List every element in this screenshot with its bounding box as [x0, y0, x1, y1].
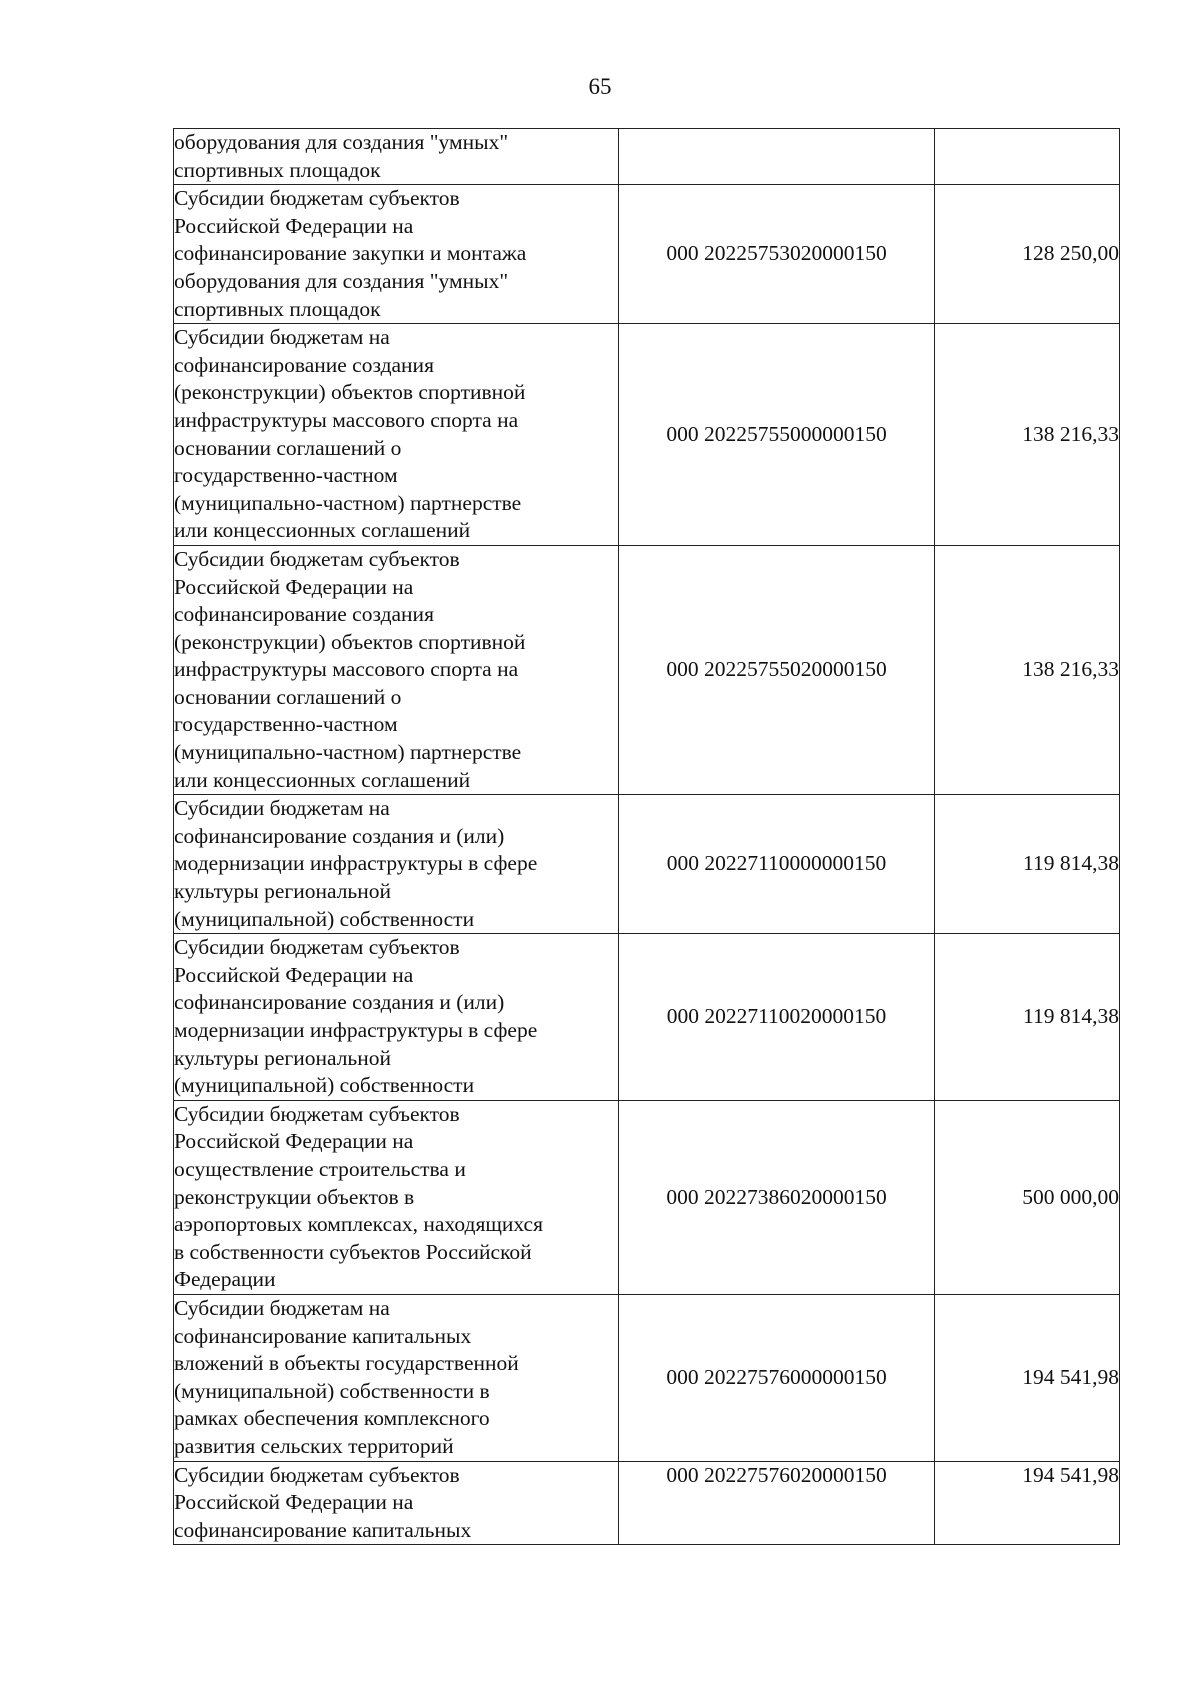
description-line: культуры региональной: [174, 879, 391, 904]
description-line: (реконструкции) объектов спортивной: [174, 629, 526, 654]
description-line: Субсидии бюджетам на: [174, 796, 390, 821]
row-code: 000 20227576000000150: [619, 1294, 935, 1461]
table-row: [174, 185, 1120, 324]
row-amount: 138 216,33: [935, 545, 1120, 794]
description-line: Субсидии бюджетам на: [174, 1295, 390, 1320]
description-line: Субсидии бюджетам субъектов: [174, 1101, 460, 1126]
description-line: развития сельских территорий: [174, 1433, 454, 1458]
row-amount: [935, 129, 1120, 185]
table-row: [174, 545, 1120, 794]
row-amount: 119 814,38: [935, 795, 1120, 934]
row-code: 000 20225755020000150: [619, 545, 935, 794]
description-line: основании соглашений о: [174, 684, 402, 709]
row-amount: 138 216,33: [935, 324, 1120, 546]
description-line: софинансирование капитальных: [174, 1517, 472, 1542]
row-description: [174, 545, 619, 794]
description-line: (муниципальной) собственности: [174, 906, 475, 931]
description-line: Субсидии бюджетам субъектов: [174, 186, 460, 211]
table-row: [174, 1461, 1120, 1545]
description-line: модернизации инфраструктуры в сфере: [174, 1018, 538, 1042]
description-line: (муниципальной) собственности в: [174, 1378, 490, 1403]
description-line: софинансирование создания: [174, 352, 434, 377]
table-row: [174, 934, 1120, 1101]
description-line: Субсидии бюджетам субъектов: [174, 546, 460, 571]
description-line: или концессионных соглашений: [174, 518, 471, 543]
description-line: софинансирование капитальных: [174, 1323, 472, 1348]
description-line: культуры региональной: [174, 1045, 391, 1070]
table-row: [174, 324, 1120, 546]
description-line: софинансирование создания и (или): [174, 990, 505, 1015]
description-line: софинансирование закупки и монтажа: [174, 241, 527, 266]
description-line: в собственности субъектов Российской: [174, 1239, 532, 1264]
description-line: (реконструкции) объектов спортивной: [174, 380, 526, 405]
description-line: инфраструктуры массового спорта на: [174, 407, 519, 432]
description-line: реконструкции объектов в: [174, 1184, 415, 1209]
description-line: софинансирование создания и (или): [174, 823, 505, 848]
row-description: [174, 1461, 619, 1545]
description-line: (муниципально-частном) партнерстве: [174, 490, 522, 515]
description-line: Российской Федерации на: [174, 213, 414, 238]
description-line: оборудования для создания "умных": [174, 130, 509, 154]
description-line: основании соглашений о: [174, 435, 402, 460]
description-line: аэропортовых комплексах, находящихся: [174, 1212, 543, 1237]
description-line: рамках обеспечения комплексного: [174, 1406, 490, 1431]
row-code: 000 20225755000000150: [619, 324, 935, 546]
description-line: Российской Федерации на: [174, 1490, 414, 1515]
table-row: [174, 1294, 1120, 1461]
description-line: государственно-частном: [174, 712, 398, 737]
row-description: [174, 1100, 619, 1294]
description-line: Федерации: [174, 1267, 276, 1292]
description-line: инфраструктуры массового спорта на: [174, 657, 519, 682]
description-line: Российской Федерации на: [174, 1129, 414, 1154]
description-line: Субсидии бюджетам субъектов: [174, 1462, 460, 1487]
table-row: [174, 1100, 1120, 1294]
description-line: спортивных площадок: [174, 296, 381, 321]
row-amount: 500 000,00: [935, 1100, 1120, 1294]
description-line: модернизации инфраструктуры в сфере: [174, 851, 538, 876]
row-description: [174, 324, 619, 546]
row-description: [174, 934, 619, 1101]
description-line: государственно-частном: [174, 463, 398, 488]
row-code: 000 20227110000000150: [619, 795, 935, 934]
row-code: 000 20227110020000150: [619, 934, 935, 1101]
row-amount: 194 541,98: [935, 1294, 1120, 1461]
row-code: [619, 129, 935, 185]
description-line: Российской Федерации на: [174, 574, 414, 599]
description-line: или концессионных соглашений: [174, 767, 471, 792]
row-description: [174, 795, 619, 934]
budget-table: [173, 128, 1120, 1545]
row-description: [174, 1294, 619, 1461]
row-code: 000 20225753020000150: [619, 185, 935, 324]
row-amount: 119 814,38: [935, 934, 1120, 1101]
row-description: [174, 129, 619, 185]
description-line: софинансирование создания: [174, 602, 434, 627]
description-line: Субсидии бюджетам субъектов: [174, 935, 460, 960]
description-line: (муниципально-частном) партнерстве: [174, 740, 522, 765]
table-body: [174, 129, 1120, 1545]
row-code: 000 20227576020000150: [619, 1461, 935, 1545]
description-line: Субсидии бюджетам на: [174, 325, 390, 350]
description-line: вложений в объекты государственной: [174, 1351, 519, 1376]
row-description: [174, 185, 619, 324]
description-line: Российской Федерации на: [174, 962, 414, 987]
row-amount: 194 541,98: [935, 1461, 1120, 1545]
table-row: [174, 129, 1120, 185]
description-line: спортивных площадок: [174, 157, 381, 182]
table-row: [174, 795, 1120, 934]
row-code: 000 20227386020000150: [619, 1100, 935, 1294]
description-line: (муниципальной) собственности: [174, 1073, 475, 1098]
page-number: 65: [588, 74, 612, 99]
row-amount: 128 250,00: [935, 185, 1120, 324]
description-line: осуществление строительства и: [174, 1156, 466, 1181]
description-line: оборудования для создания "умных": [174, 268, 509, 293]
